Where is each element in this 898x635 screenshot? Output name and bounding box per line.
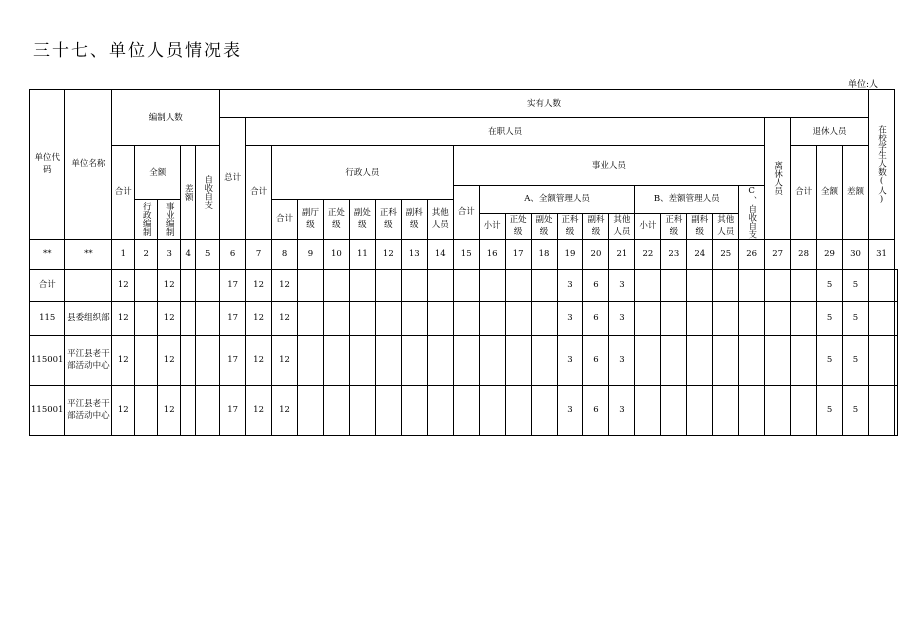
table-cell: 6 xyxy=(583,335,609,385)
table-cell xyxy=(791,335,817,385)
table-cell xyxy=(479,301,505,335)
table-cell xyxy=(713,301,739,335)
hdr-a-qita: 其他人员 xyxy=(609,213,635,239)
table-cell: 6 xyxy=(583,385,609,435)
table-cell: 3 xyxy=(557,335,583,385)
cell-unit-code: 115 xyxy=(30,301,65,335)
hdr-shiyou: 实有人数 xyxy=(220,90,869,118)
hdr-xingzheng-bianzhi: 行政编制 xyxy=(135,200,158,240)
hdr-futing: 副厅级 xyxy=(298,200,324,240)
hdr-b-qita: 其他人员 xyxy=(713,213,739,239)
hdr-b-fuke: 副科级 xyxy=(687,213,713,239)
index-cell: 7 xyxy=(246,239,272,269)
index-cell: 15 xyxy=(453,239,479,269)
table-cell: 3 xyxy=(557,269,583,301)
index-cell: 6 xyxy=(220,239,246,269)
table-cell xyxy=(687,269,713,301)
index-cell: 18 xyxy=(531,239,557,269)
table-cell: 12 xyxy=(246,301,272,335)
index-cell: 10 xyxy=(323,239,349,269)
table-cell xyxy=(895,335,898,385)
table-cell xyxy=(505,335,531,385)
table-cell xyxy=(427,301,453,335)
table-cell xyxy=(635,269,661,301)
table-cell: 5 xyxy=(843,269,869,301)
hdr-sy-heji: 合计 xyxy=(453,186,479,240)
table-cell xyxy=(505,269,531,301)
table-row xyxy=(30,335,898,385)
hdr-quan-e: 全额 xyxy=(135,146,181,200)
table-cell xyxy=(181,269,196,301)
table-cell xyxy=(453,385,479,435)
index-cell: 12 xyxy=(375,239,401,269)
table-cell: 12 xyxy=(272,269,298,301)
table-cell xyxy=(349,269,375,301)
table-cell xyxy=(323,269,349,301)
cell-unit-code: 115001 xyxy=(30,385,65,435)
table-cell: 5 xyxy=(817,335,843,385)
cell-unit-code: 115001 xyxy=(30,335,65,385)
table-cell xyxy=(635,335,661,385)
index-cell: 24 xyxy=(687,239,713,269)
table-cell xyxy=(687,301,713,335)
table-cell: 3 xyxy=(609,301,635,335)
table-cell xyxy=(298,269,324,301)
table-cell xyxy=(349,301,375,335)
table-cell xyxy=(401,385,427,435)
table-cell xyxy=(505,385,531,435)
table-cell xyxy=(765,385,791,435)
table-cell: 12 xyxy=(112,335,135,385)
index-cell: 16 xyxy=(479,239,505,269)
table-cell: 5 xyxy=(817,385,843,435)
table-cell xyxy=(868,385,894,435)
hdr-a-zhengchu: 正处级 xyxy=(505,213,531,239)
cell-unit-name: 县委组织部 xyxy=(65,301,112,335)
table-cell xyxy=(635,301,661,335)
hdr-c-group: C、自收自支 xyxy=(739,186,765,240)
index-cell: 19 xyxy=(557,239,583,269)
hdr-tx-quan: 全额 xyxy=(817,146,843,240)
index-row xyxy=(30,239,898,269)
hdr-xingzheng-ry: 行政人员 xyxy=(272,146,454,200)
table-cell xyxy=(427,269,453,301)
table-cell: 5 xyxy=(817,269,843,301)
hdr-zhengke: 正科级 xyxy=(375,200,401,240)
table-cell xyxy=(135,269,158,301)
index-cell: ** xyxy=(65,239,112,269)
index-cell: 30 xyxy=(843,239,869,269)
table-cell xyxy=(323,335,349,385)
cell-unit-code: 合计 xyxy=(30,269,65,301)
table-cell xyxy=(401,269,427,301)
table-cell xyxy=(791,301,817,335)
table-cell xyxy=(375,385,401,435)
unit-label: 单位:人 xyxy=(847,80,878,90)
cell-unit-name: 平江县老干部活动中心 xyxy=(65,385,112,435)
table-cell: 17 xyxy=(220,269,246,301)
table-cell: 6 xyxy=(583,269,609,301)
table-cell xyxy=(895,301,898,335)
table-cell xyxy=(349,385,375,435)
table-row xyxy=(30,269,898,301)
hdr-a-zhengke: 正科级 xyxy=(557,213,583,239)
table-cell xyxy=(713,269,739,301)
index-cell: 26 xyxy=(739,239,765,269)
table-cell xyxy=(479,335,505,385)
table-cell xyxy=(181,335,196,385)
cell-unit-name: 平江县老干部活动中心 xyxy=(65,335,112,385)
table-cell: 3 xyxy=(609,335,635,385)
table-cell xyxy=(868,269,894,301)
index-cell: 4 xyxy=(181,239,196,269)
table-cell: 12 xyxy=(112,301,135,335)
index-cell: 14 xyxy=(427,239,453,269)
hdr-tx-heji: 合计 xyxy=(791,146,817,240)
table-cell: 5 xyxy=(817,301,843,335)
index-cell: 27 xyxy=(765,239,791,269)
table-cell xyxy=(196,301,220,335)
hdr-shiye-ry: 事业人员 xyxy=(453,146,764,186)
hdr-zongji: 总计 xyxy=(220,118,246,240)
table-cell xyxy=(196,269,220,301)
table-cell xyxy=(687,335,713,385)
table-cell xyxy=(791,269,817,301)
table-cell xyxy=(298,335,324,385)
table-cell xyxy=(135,301,158,335)
table-cell xyxy=(349,335,375,385)
table-cell xyxy=(453,335,479,385)
hdr-cha-e: 差额 xyxy=(181,146,196,240)
table-cell xyxy=(531,385,557,435)
table-cell: 5 xyxy=(843,301,869,335)
table-cell xyxy=(427,335,453,385)
hdr-a-fuke: 副科级 xyxy=(583,213,609,239)
table-cell xyxy=(196,385,220,435)
table-cell xyxy=(375,335,401,385)
table-cell xyxy=(531,301,557,335)
table-cell: 17 xyxy=(220,385,246,435)
table-cell xyxy=(505,301,531,335)
table-cell: 12 xyxy=(246,385,272,435)
hdr-zaizhi: 在职人员 xyxy=(246,118,765,146)
index-cell: 25 xyxy=(713,239,739,269)
table-cell: 3 xyxy=(609,269,635,301)
table-cell: 12 xyxy=(158,301,181,335)
table-cell: 3 xyxy=(557,385,583,435)
table-cell xyxy=(868,335,894,385)
index-cell: 29 xyxy=(817,239,843,269)
hdr-b-zhengke: 正科级 xyxy=(661,213,687,239)
table-row xyxy=(30,301,898,335)
index-cell: 2 xyxy=(135,239,158,269)
table-cell: 12 xyxy=(272,335,298,385)
hdr-tuixiu: 退休人员 xyxy=(791,118,869,146)
table-cell: 5 xyxy=(843,385,869,435)
index-cell: 17 xyxy=(505,239,531,269)
hdr-shiye-bianzhi: 事业编制 xyxy=(158,200,181,240)
table-cell xyxy=(298,385,324,435)
index-cell: 11 xyxy=(349,239,375,269)
table-cell xyxy=(181,385,196,435)
index-cell: 22 xyxy=(635,239,661,269)
table-cell xyxy=(531,269,557,301)
table-cell: 6 xyxy=(583,301,609,335)
table-cell xyxy=(401,301,427,335)
table-cell xyxy=(181,301,196,335)
table-cell xyxy=(739,269,765,301)
table-cell xyxy=(661,385,687,435)
hdr-total-sub: 合计 xyxy=(112,146,135,240)
table-cell xyxy=(323,385,349,435)
index-cell: 9 xyxy=(298,239,324,269)
hdr-a-group: A、全额管理人员 xyxy=(479,186,635,214)
cell-unit-name xyxy=(65,269,112,301)
table-cell: 12 xyxy=(158,269,181,301)
index-cell: 23 xyxy=(661,239,687,269)
table-cell: 12 xyxy=(158,335,181,385)
table-cell: 3 xyxy=(609,385,635,435)
table-cell xyxy=(375,301,401,335)
table-cell: 3 xyxy=(557,301,583,335)
index-cell: 28 xyxy=(791,239,817,269)
hdr-qita: 其他人员 xyxy=(427,200,453,240)
hdr-b-xiaoji: 小计 xyxy=(635,213,661,239)
page-title: 三十七、单位人员情况表 xyxy=(33,41,242,61)
table-cell xyxy=(739,301,765,335)
table-cell xyxy=(135,335,158,385)
table-cell xyxy=(479,385,505,435)
table-cell xyxy=(635,385,661,435)
table-cell xyxy=(135,385,158,435)
index-cell: 5 xyxy=(196,239,220,269)
table-cell xyxy=(895,385,898,435)
table-cell: 12 xyxy=(272,301,298,335)
table-cell xyxy=(427,385,453,435)
table-cell: 12 xyxy=(112,269,135,301)
table-row xyxy=(30,385,898,435)
hdr-zhengchu: 正处级 xyxy=(323,200,349,240)
table-cell xyxy=(323,301,349,335)
table-cell xyxy=(298,301,324,335)
table-cell xyxy=(765,335,791,385)
index-cell: 21 xyxy=(609,239,635,269)
index-cell: ** xyxy=(30,239,65,269)
index-cell: 3 xyxy=(158,239,181,269)
hdr-tx-cha: 差额 xyxy=(843,146,869,240)
index-cell: 31 xyxy=(868,239,894,269)
table-cell xyxy=(375,269,401,301)
table-cell xyxy=(713,335,739,385)
table-cell: 12 xyxy=(158,385,181,435)
table-cell xyxy=(661,335,687,385)
table-cell xyxy=(453,269,479,301)
hdr-a-xiaoji: 小计 xyxy=(479,213,505,239)
hdr-lixiu: 离休人员 xyxy=(765,118,791,240)
table-cell xyxy=(687,385,713,435)
hdr-unit-name: 单位名称 xyxy=(65,90,112,240)
table-cell xyxy=(895,269,898,301)
table-cell xyxy=(479,269,505,301)
table-cell: 17 xyxy=(220,335,246,385)
table-cell xyxy=(401,335,427,385)
table-cell: 12 xyxy=(246,335,272,385)
table-cell xyxy=(765,269,791,301)
table-cell xyxy=(739,385,765,435)
personnel-table xyxy=(29,89,898,436)
table-cell xyxy=(661,301,687,335)
table-cell xyxy=(791,385,817,435)
table-cell xyxy=(739,335,765,385)
table-cell: 12 xyxy=(272,385,298,435)
table-cell xyxy=(661,269,687,301)
index-cell: 20 xyxy=(583,239,609,269)
hdr-unit-code: 单位代码 xyxy=(30,90,65,240)
table-cell xyxy=(453,301,479,335)
table-cell: 17 xyxy=(220,301,246,335)
table-cell xyxy=(765,301,791,335)
hdr-fuchu: 副处级 xyxy=(349,200,375,240)
hdr-b-group: B、差额管理人员 xyxy=(635,186,739,214)
table-cell: 12 xyxy=(112,385,135,435)
index-cell: 8 xyxy=(272,239,298,269)
hdr-heji: 合计 xyxy=(246,146,272,240)
table-cell: 5 xyxy=(843,335,869,385)
table-cell xyxy=(868,301,894,335)
index-cell: 13 xyxy=(401,239,427,269)
hdr-fuke: 副科级 xyxy=(401,200,427,240)
table-cell xyxy=(196,335,220,385)
hdr-zishou: 自收自支 xyxy=(196,146,220,240)
hdr-bianzhi: 编制人数 xyxy=(112,90,220,146)
table-cell: 12 xyxy=(246,269,272,301)
hdr-zaixiao: 在校学生人数(人) xyxy=(868,90,894,240)
table-cell xyxy=(713,385,739,435)
table-cell xyxy=(531,335,557,385)
index-cell: 1 xyxy=(112,239,135,269)
hdr-ft-heji: 合计 xyxy=(272,200,298,240)
hdr-a-fuchu: 副处级 xyxy=(531,213,557,239)
